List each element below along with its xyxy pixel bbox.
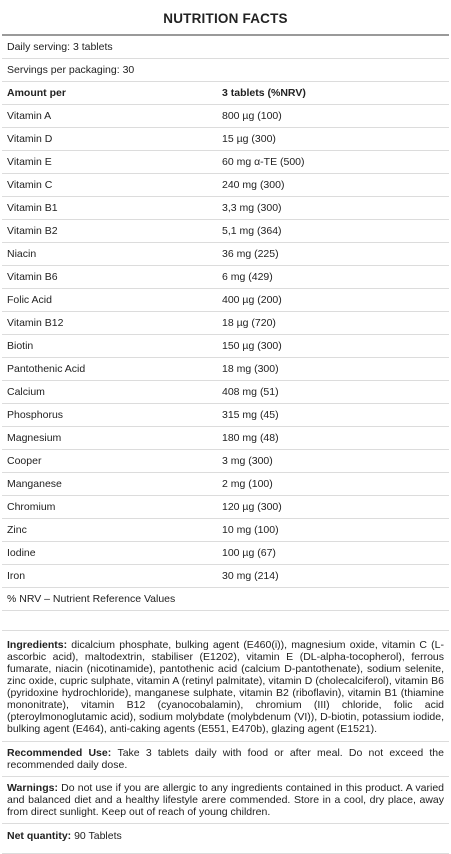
- nutrient-name: Chromium: [7, 501, 56, 513]
- servings-per-packaging-text: Servings per packaging: 30: [7, 64, 135, 76]
- nutrient-amount: 10 mg (100): [222, 524, 279, 536]
- table-row: [2, 312, 449, 335]
- nutrient-name: Vitamin B2: [7, 225, 58, 237]
- nutrient-name: Magnesium: [7, 432, 62, 444]
- net-quantity-text: 90 Tablets: [74, 830, 122, 842]
- recommended-use-label: Recommended Use:: [7, 747, 118, 759]
- table-row: [2, 473, 449, 496]
- table-row: [2, 174, 449, 197]
- nutrient-amount: 15 µg (300): [222, 133, 276, 145]
- table-row: [2, 128, 449, 151]
- nutrition-table: [2, 36, 449, 611]
- table-row: [2, 381, 449, 404]
- daily-serving-row: [2, 36, 449, 59]
- table-row: [2, 358, 449, 381]
- table-row: [2, 565, 449, 588]
- nutrient-amount: 36 mg (225): [222, 248, 279, 260]
- nutrient-name: Iron: [7, 570, 26, 582]
- nutrient-name: Cooper: [7, 455, 42, 467]
- nrv-footnote: % NRV – Nutrient Reference Values: [7, 593, 176, 605]
- table-row: [2, 151, 449, 174]
- nutrient-name: Calcium: [7, 386, 45, 398]
- nutrient-name: Biotin: [7, 340, 34, 352]
- nutrient-amount: 18 µg (720): [222, 317, 276, 329]
- recommended-use-text: Take 3 tablets daily with food or after meal. Do not exceed the recommended daily dose.: [7, 747, 444, 771]
- nutrient-name: Vitamin B12: [7, 317, 64, 329]
- table-row: [2, 404, 449, 427]
- nutrient-amount: 150 µg (300): [222, 340, 282, 352]
- table-row: [2, 542, 449, 565]
- warnings-label: Warnings:: [7, 782, 62, 794]
- nutrient-amount: 18 mg (300): [222, 363, 279, 375]
- nutrient-amount: 315 mg (45): [222, 409, 279, 421]
- nutrient-amount: 408 mg (51): [222, 386, 279, 398]
- ingredients-text: dicalcium phosphate, bulking agent (E460(i)), magnesium oxide, vitamin C (L-ascorbic acid), maltodextrin, stabiliser (E1202), vitamin E (DL-alpha-tocopherol), ferrous fumarate, niacin (nicotinamide), pantothenic acid (calcium D-pantothenate), sodium selenite, zinc oxide, cupric sulphate, vitamin A (retinyl palmitate), vitamin D (cholecalciferol), vitamin B6 (pyridoxine hydrochloride), manganese sulphate, vitamin B2 (riboflavin), vitamin B1 (thiamine mononitrate), vitamin B12 (cyanocobalamin), chromium (III) chloride, folic acid (pteroylmonoglutamic acid), sodium molybdate (molybdenum (VI)), D-biotin, potassium iodide, bulking agent (E464), anti-caking agents (E551, E470b), glazing agent (E1521).: [7, 639, 444, 735]
- table-row: [2, 197, 449, 220]
- column-header-amount-per: Amount per: [7, 87, 66, 99]
- nutrient-name: Zinc: [7, 524, 27, 536]
- table-row: [2, 266, 449, 289]
- servings-per-packaging-row: [2, 59, 449, 82]
- table-row: [2, 243, 449, 266]
- net-quantity-label: Net quantity:: [7, 830, 75, 842]
- nutrient-amount: 100 µg (67): [222, 547, 276, 559]
- warnings-section: [2, 777, 449, 824]
- nutrient-name: Vitamin D: [7, 133, 53, 145]
- table-header-row: [2, 82, 449, 105]
- nutrient-name: Pantothenic Acid: [7, 363, 86, 375]
- table-row: [2, 450, 449, 473]
- table-row: [2, 335, 449, 358]
- nutrient-name: Vitamin B1: [7, 202, 58, 214]
- nutrient-name: Manganese: [7, 478, 62, 490]
- nutrient-rows: [2, 105, 449, 588]
- page-title: NUTRITION FACTS: [2, 0, 449, 36]
- nutrient-amount: 240 mg (300): [222, 179, 285, 191]
- nutrient-amount: 800 µg (100): [222, 110, 282, 122]
- nutrient-name: Iodine: [7, 547, 36, 559]
- nutrient-name: Vitamin C: [7, 179, 53, 191]
- nutrient-amount: 6 mg (429): [222, 271, 273, 283]
- nutrient-amount: 3,3 mg (300): [222, 202, 282, 214]
- section-spacer: [2, 611, 449, 631]
- recommended-use-section: [2, 742, 449, 777]
- ingredients-label: Ingredients:: [7, 639, 72, 651]
- daily-serving-text: Daily serving: 3 tablets: [7, 41, 113, 53]
- nutrient-name: Phosphorus: [7, 409, 64, 421]
- table-row: [2, 220, 449, 243]
- nutrient-amount: 2 mg (100): [222, 478, 273, 490]
- table-row: [2, 519, 449, 542]
- net-quantity-section: [2, 824, 449, 854]
- nutrient-amount: 3 mg (300): [222, 455, 273, 467]
- nutrient-amount: 60 mg α-TE (500): [222, 156, 305, 168]
- nrv-footnote-row: [2, 588, 449, 611]
- table-row: [2, 105, 449, 128]
- nutrient-amount: 120 µg (300): [222, 501, 282, 513]
- table-row: [2, 289, 449, 312]
- nutrient-amount: 180 mg (48): [222, 432, 279, 444]
- nutrient-name: Vitamin B6: [7, 271, 58, 283]
- ingredients-section: [2, 631, 449, 742]
- nutrient-amount: 400 µg (200): [222, 294, 282, 306]
- column-header-3-tablets: 3 tablets (%NRV): [222, 87, 306, 99]
- table-row: [2, 427, 449, 450]
- nutrient-name: Folic Acid: [7, 294, 52, 306]
- warnings-text: Do not use if you are allergic to any ingredients contained in this product. A varied and balanced diet and a healthy lifestyle arere commended. Store in a cool, dry place, away from direct sunlight. Keep out of reach of young children.: [7, 782, 445, 818]
- nutrient-amount: 5,1 mg (364): [222, 225, 282, 237]
- nutrient-name: Vitamin A: [7, 110, 52, 122]
- nutrient-name: Vitamin E: [7, 156, 52, 168]
- table-row: [2, 496, 449, 519]
- nutrient-amount: 30 mg (214): [222, 570, 279, 582]
- nutrient-name: Niacin: [7, 248, 37, 260]
